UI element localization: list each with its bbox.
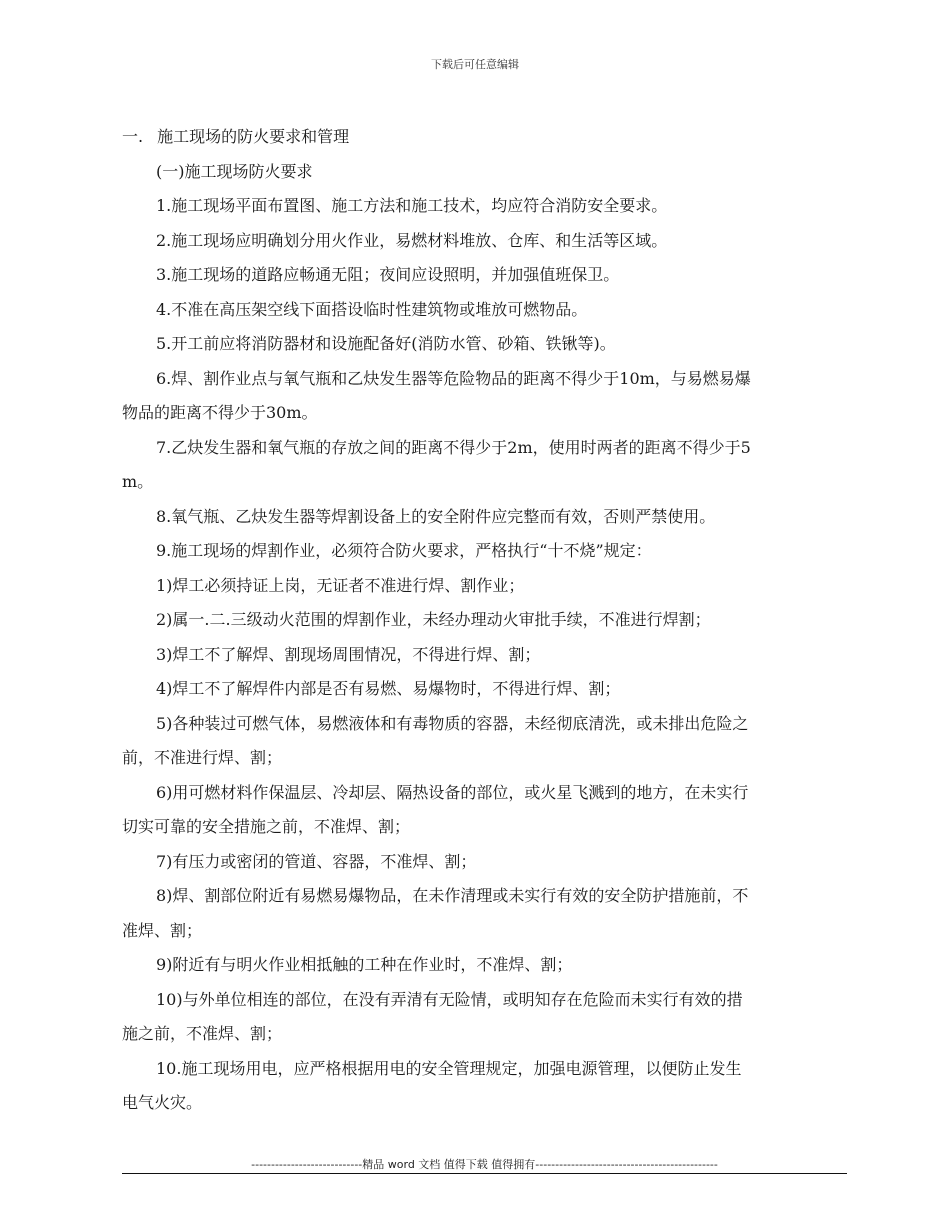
- list-item-continuation: 施之前，不准焊、割；: [122, 1024, 283, 1043]
- paragraph-line: 5.开工前应将消防器材和设施配备好(消防水管、砂箱、铁锹等)。: [156, 334, 616, 353]
- list-item: 2)属一.二.三级动火范围的焊割作业，未经办理动火审批手续，不准进行焊割；: [156, 610, 711, 629]
- list-item-continuation: 准焊、割；: [122, 920, 203, 940]
- paragraph-continuation: 电气火灾。: [122, 1093, 203, 1112]
- paragraph-line: 1.施工现场平面布置图、施工方法和施工技术，均应符合消防安全要求。: [156, 196, 668, 215]
- paragraph-line: 8.氧气瓶、乙炔发生器等焊割设备上的安全附件应完整而有效，否则严禁使用。: [156, 506, 716, 526]
- list-item: 10)与外单位相连的部位，在没有弄清有无险情，或明知存在危险而未实行有效的措: [156, 989, 743, 1009]
- list-item-continuation: 前，不准进行焊、割；: [122, 748, 283, 767]
- paragraph-continuation: 物品的距离不得少于30m。: [122, 403, 318, 422]
- list-item: 5)各种装过可燃气体，易燃液体和有毒物质的容器，未经彻底清洗，或未排出危险之: [156, 713, 749, 733]
- list-item: 7)有压力或密闭的管道、容器，不准焊、割；: [156, 851, 477, 871]
- list-item: 9)附近有与明火作业相抵触的工种在作业时，不准焊、割；: [156, 955, 573, 974]
- footer-rule: [122, 1173, 847, 1174]
- section-title-text: 施工现场的防火要求和管理: [157, 127, 350, 146]
- paragraph-line: 2.施工现场应明确划分用火作业，易燃材料堆放、仓库、和生活等区域。: [156, 230, 668, 250]
- list-item: 8)焊、割部位附近有易燃易爆物品，在未作清理或未实行有效的安全防护措施前，不: [156, 886, 749, 905]
- paragraph-line: 9.施工现场的焊割作业，必须符合防火要求，严格执行“十不烧”规定：: [156, 541, 652, 560]
- subsection-title: (一)施工现场防火要求: [156, 161, 313, 181]
- header-note: 下载后可任意编辑: [431, 58, 519, 71]
- paragraph-continuation: m。: [122, 472, 154, 491]
- list-item: 6)用可燃材料作保温层、冷却层、隔热设备的部位，或火星飞溅到的地方，在未实行: [156, 782, 749, 802]
- footer-note: ----------------------------精品 word 文档 值得下载 值得拥有----------------------------------------------: [251, 1158, 718, 1171]
- list-item: 1)焊工必须持证上岗，无证者不准进行焊、割作业；: [156, 575, 525, 595]
- paragraph-line: 7.乙炔发生器和氧气瓶的存放之间的距离不得少于2m，使用时两者的距离不得少于5: [156, 437, 751, 457]
- list-item: 4)焊工不了解焊件内部是否有易燃、易爆物时，不得进行焊、割；: [156, 679, 621, 698]
- paragraph-line: 6.焊、割作业点与氧气瓶和乙炔发生器等危险物品的距离不得少于10m，与易燃易爆: [156, 368, 751, 388]
- document-body: [122, 120, 844, 1121]
- section-number: 一.: [122, 127, 144, 146]
- paragraph-line: 10.施工现场用电，应严格根据用电的安全管理规定，加强电源管理，以便防止发生: [156, 1058, 742, 1078]
- list-item-continuation: 切实可靠的安全措施之前，不准焊、割；: [122, 817, 411, 836]
- paragraph-line: 4.不准在高压架空线下面搭设临时性建筑物或堆放可燃物品。: [156, 299, 588, 319]
- section-title: [122, 120, 844, 155]
- list-item: 3)焊工不了解焊、割现场周围情况，不得进行焊、割；: [156, 644, 541, 664]
- paragraph-line: 3.施工现场的道路应畅通无阻；夜间应设照明，并加强值班保卫。: [156, 265, 620, 284]
